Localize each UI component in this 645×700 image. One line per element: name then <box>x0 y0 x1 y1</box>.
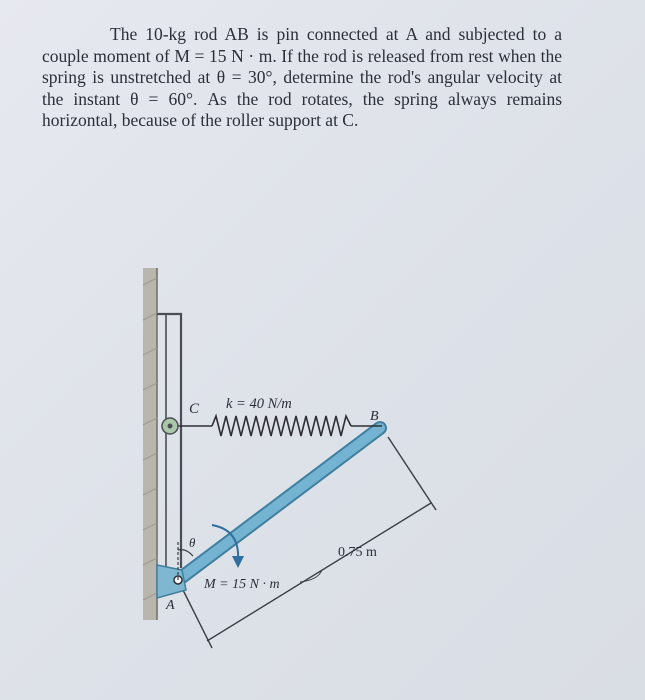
label-length: 0.75 m <box>338 545 377 560</box>
problem-text: The 10-kg rod AB is pin connected at A and subjected to a couple moment of M = 15 N · m. If the rod is released from rest when the spring is unstretched at θ = 30°, determine the rod's angular velocity at the instant θ = 60°. As the rod rotates, the spring always remains horizontal, because of the roller support at C. <box>42 24 562 130</box>
label-c: C <box>189 401 200 417</box>
roller-c <box>162 418 178 434</box>
spring <box>176 416 382 436</box>
wall <box>143 268 157 620</box>
label-k: k = 40 N/m <box>226 396 292 412</box>
roller-guide <box>157 314 181 568</box>
label-theta: θ <box>189 535 196 550</box>
label-b: B <box>370 409 379 424</box>
label-moment: M = 15 N · m <box>204 577 280 592</box>
label-a: A <box>166 598 175 613</box>
pin-support-a <box>157 565 186 598</box>
